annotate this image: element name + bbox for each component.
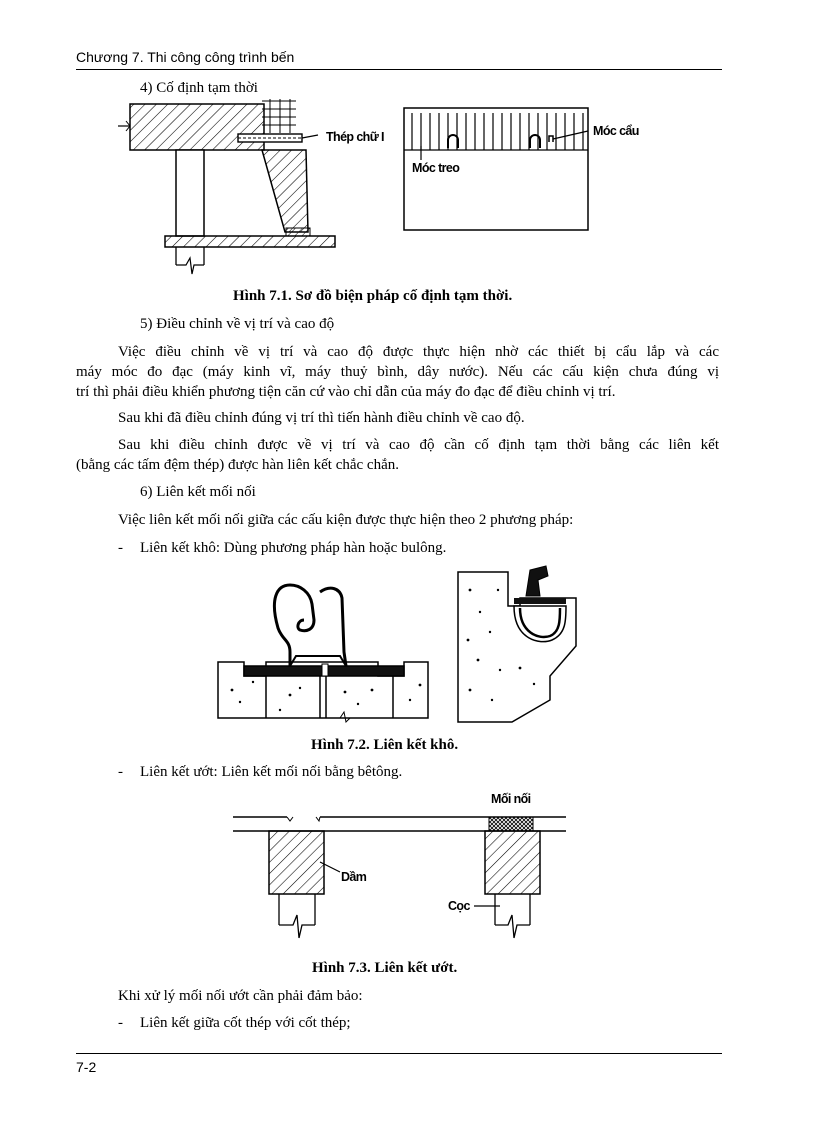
paragraph-line: (bằng các tấm đệm thép) được hàn liên kết chắc chắn. — [76, 457, 399, 473]
deck-slab — [130, 104, 264, 150]
paragraph-line: Việc điều chỉnh về vị trí và cao độ được thực hiện nhờ các thiết bị cẩu lắp và các — [118, 344, 719, 360]
label-thep-chu-i: Thép chữ I — [326, 130, 384, 144]
page-number: 7-2 — [76, 1059, 97, 1075]
section-5-heading: 5) Điều chỉnh về vị trí và cao độ — [140, 316, 335, 332]
paragraph-line: trí thì phải điều khiển phương tiện căn cứ vào chỉ dẫn của máy đo đạc để điều chỉnh vị trí. — [76, 384, 616, 400]
figure-7-2-caption: Hình 7.2. Liên kết khô. — [311, 737, 459, 753]
bullet-dash: - — [118, 1015, 123, 1031]
section-4-heading: 4) Cố định tạm thời — [140, 80, 258, 96]
beam-right — [485, 831, 540, 894]
paragraph-line: Sau khi điều chỉnh được về vị trí và cao độ cần cố định tạm thời bằng các liên kết — [118, 437, 719, 453]
label-moc-treo: Móc treo — [412, 161, 460, 175]
label-moc-cau: Móc cẩu — [593, 124, 639, 138]
footer-rule — [76, 1053, 722, 1054]
section-6-heading: 6) Liên kết mối nối — [140, 484, 256, 500]
paragraph: Sau khi đã điều chỉnh đúng vị trí thì tiến hành điều chỉnh về cao độ. — [118, 410, 525, 426]
figure-7-1 — [108, 98, 668, 278]
bullet-dash: - — [118, 540, 123, 556]
running-header: Chương 7. Thi công công trình bến — [76, 49, 295, 65]
beam-left — [269, 831, 324, 894]
figure-7-2 — [210, 565, 610, 730]
bullet-item: Liên kết giữa cốt thép với cốt thép; — [140, 1015, 351, 1031]
figure-7-1-caption: Hình 7.1. Sơ đồ biện pháp cố định tạm thời. — [233, 288, 513, 304]
column — [176, 150, 204, 236]
bullet-item: Liên kết ướt: Liên kết mối nối bằng bêtông. — [140, 764, 403, 780]
figure-7-3-caption: Hình 7.3. Liên kết ướt. — [312, 960, 458, 976]
paragraph-line: máy móc đo đạc (máy kinh vĩ, máy thuỷ bình, dây nước). Nếu các cấu kiện chưa đúng vị — [76, 364, 719, 380]
label-dam: Dầm — [341, 870, 367, 884]
label-coc: Cọc — [448, 899, 470, 913]
bullet-item: Liên kết khô: Dùng phương pháp hàn hoặc bulông. — [140, 540, 447, 556]
header-rule — [76, 69, 722, 70]
label-moi-noi: Mối nối — [491, 792, 531, 806]
paragraph: Khi xử lý mối nối ướt cần phải đảm bảo: — [118, 988, 363, 1004]
figure-7-3 — [228, 786, 578, 950]
bullet-dash: - — [118, 764, 123, 780]
sloped-support — [262, 150, 308, 232]
paragraph: Việc liên kết mối nối giữa các cấu kiện được thực hiện theo 2 phương pháp: — [118, 512, 574, 528]
base-slab — [165, 236, 335, 247]
